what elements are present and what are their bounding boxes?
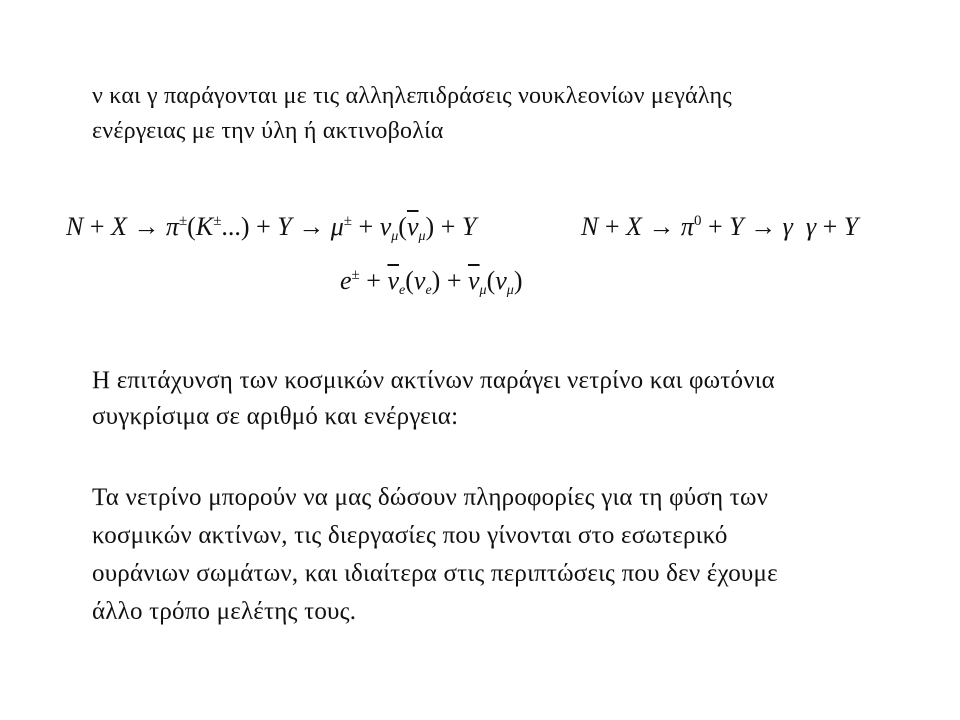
paragraph-3-line-1: Τα νετρίνο μπορούν να μας δώσουν πληροφορίες για τη φύση των bbox=[92, 484, 769, 511]
paragraph-3-line-3: ουράνιων σωμάτων, και ιδιαίτερα στις περιπτώσεις που δεν έχουμε bbox=[92, 560, 778, 587]
paragraph-2-line-2: συγκρίσιμα σε αριθμό και ενέργεια: bbox=[92, 403, 459, 430]
paragraph-3-line-4: άλλο τρόπο μελέτης τους. bbox=[92, 598, 357, 625]
equation-neutral-pion: $N + X \to \pi^0 + Y \to \gamma$ γ + Y bbox=[581, 212, 859, 241]
paragraph-3-line-2: κοσμικών ακτίνων, τις διεργασίες που γίνονται στο εσωτερικό bbox=[92, 522, 728, 549]
equation-charged-pion: $N + X \to \pi^\pm(K^\pm...) + Y \to \mu^\pm + \nu_\mu(\overline{\nu}_\mu) + Y$ bbox=[66, 212, 477, 244]
intro-paragraph bbox=[92, 79, 912, 149]
intro-line-2: ενέργειας με την ύλη ή ακτινοβολία bbox=[92, 118, 444, 144]
paragraph-2-line-1: Η επιτάχυνση των κοσμικών ακτίνων παράγει νετρίνο και φωτόνια bbox=[92, 367, 775, 394]
paragraph-neutrino-info bbox=[92, 479, 912, 631]
equation-muon-decay: $e^\pm + \overline{\nu}_e(\nu_e) + \overline{\nu}_\mu(\nu_\mu)$ bbox=[340, 266, 523, 298]
paragraph-acceleration bbox=[92, 363, 912, 435]
intro-line-1: ν και γ παράγονται με τις αλληλεπιδράσεις νουκλεονίων μεγάλης bbox=[92, 83, 732, 109]
